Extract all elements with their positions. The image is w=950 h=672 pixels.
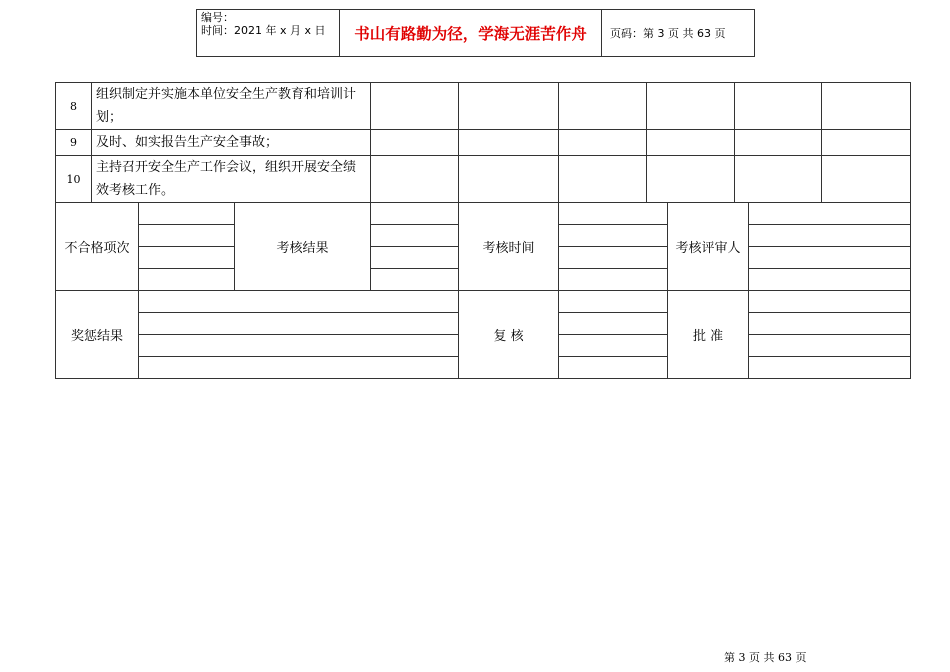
table-row bbox=[56, 156, 911, 203]
blank-cell bbox=[139, 313, 459, 335]
header-meta bbox=[197, 10, 340, 57]
blank-cell bbox=[735, 83, 822, 130]
blank-cell bbox=[559, 335, 668, 357]
blank-cell bbox=[559, 130, 647, 156]
result-label: 考核结果 bbox=[235, 203, 371, 291]
blank-cell bbox=[139, 225, 235, 247]
motto: 书山有路勤为径，学海无涯苦作舟 bbox=[340, 10, 602, 57]
blank-cell bbox=[139, 335, 459, 357]
blank-cell bbox=[822, 156, 911, 203]
blank-cell bbox=[371, 130, 459, 156]
blank-cell bbox=[735, 156, 822, 203]
number-label: 编号： bbox=[201, 11, 234, 24]
blank-cell bbox=[749, 203, 911, 225]
blank-cell bbox=[749, 225, 911, 247]
blank-cell bbox=[139, 247, 235, 269]
blank-cell bbox=[559, 313, 668, 335]
page-footer: 第 3 页 共 63 页 bbox=[724, 651, 807, 664]
blank-cell bbox=[749, 247, 911, 269]
blank-cell bbox=[371, 156, 459, 203]
blank-cell bbox=[822, 130, 911, 156]
blank-cell bbox=[559, 291, 668, 313]
table-row bbox=[56, 291, 911, 313]
approve-label: 批 准 bbox=[668, 291, 749, 379]
item-text: 组织制定并实施本单位安全生产教育和培训计划； bbox=[92, 83, 371, 130]
time-label: 时间：2021 年 x 月 x 日 bbox=[201, 24, 326, 37]
reviewer-label: 考核评审人 bbox=[668, 203, 749, 291]
blank-cell bbox=[559, 269, 668, 291]
blank-cell bbox=[559, 357, 668, 379]
recheck-label: 复 核 bbox=[459, 291, 559, 379]
item-number: 9 bbox=[56, 130, 92, 156]
blank-cell bbox=[749, 357, 911, 379]
blank-cell bbox=[459, 83, 559, 130]
reward-label: 奖惩结果 bbox=[56, 291, 139, 379]
blank-cell bbox=[371, 247, 459, 269]
item-number: 8 bbox=[56, 83, 92, 130]
blank-cell bbox=[459, 156, 559, 203]
blank-cell bbox=[371, 269, 459, 291]
blank-cell bbox=[371, 83, 459, 130]
blank-cell bbox=[371, 203, 459, 225]
blank-cell bbox=[371, 225, 459, 247]
blank-cell bbox=[647, 156, 735, 203]
blank-cell bbox=[139, 269, 235, 291]
blank-cell bbox=[139, 291, 459, 313]
blank-cell bbox=[559, 247, 668, 269]
blank-cell bbox=[559, 203, 668, 225]
blank-cell bbox=[559, 83, 647, 130]
blank-cell bbox=[139, 357, 459, 379]
blank-cell bbox=[822, 83, 911, 130]
item-text: 及时、如实报告生产安全事故； bbox=[92, 130, 371, 156]
time-label-cell: 考核时间 bbox=[459, 203, 559, 291]
item-number: 10 bbox=[56, 156, 92, 203]
blank-cell bbox=[559, 156, 647, 203]
blank-cell bbox=[647, 130, 735, 156]
blank-cell bbox=[459, 130, 559, 156]
unqualified-label: 不合格项次 bbox=[56, 203, 139, 291]
table-row bbox=[56, 203, 911, 225]
page-code: 页码：第 3 页 共 63 页 bbox=[602, 10, 755, 57]
item-text: 主持召开安全生产工作会议，组织开展安全绩效考核工作。 bbox=[92, 156, 371, 203]
blank-cell bbox=[559, 225, 668, 247]
blank-cell bbox=[647, 83, 735, 130]
table-row bbox=[56, 83, 911, 130]
blank-cell bbox=[735, 130, 822, 156]
assessment-table bbox=[55, 82, 911, 379]
table-row bbox=[56, 130, 911, 156]
blank-cell bbox=[139, 203, 235, 225]
blank-cell bbox=[749, 269, 911, 291]
blank-cell bbox=[749, 313, 911, 335]
blank-cell bbox=[749, 291, 911, 313]
blank-cell bbox=[749, 335, 911, 357]
header-table bbox=[196, 9, 755, 57]
